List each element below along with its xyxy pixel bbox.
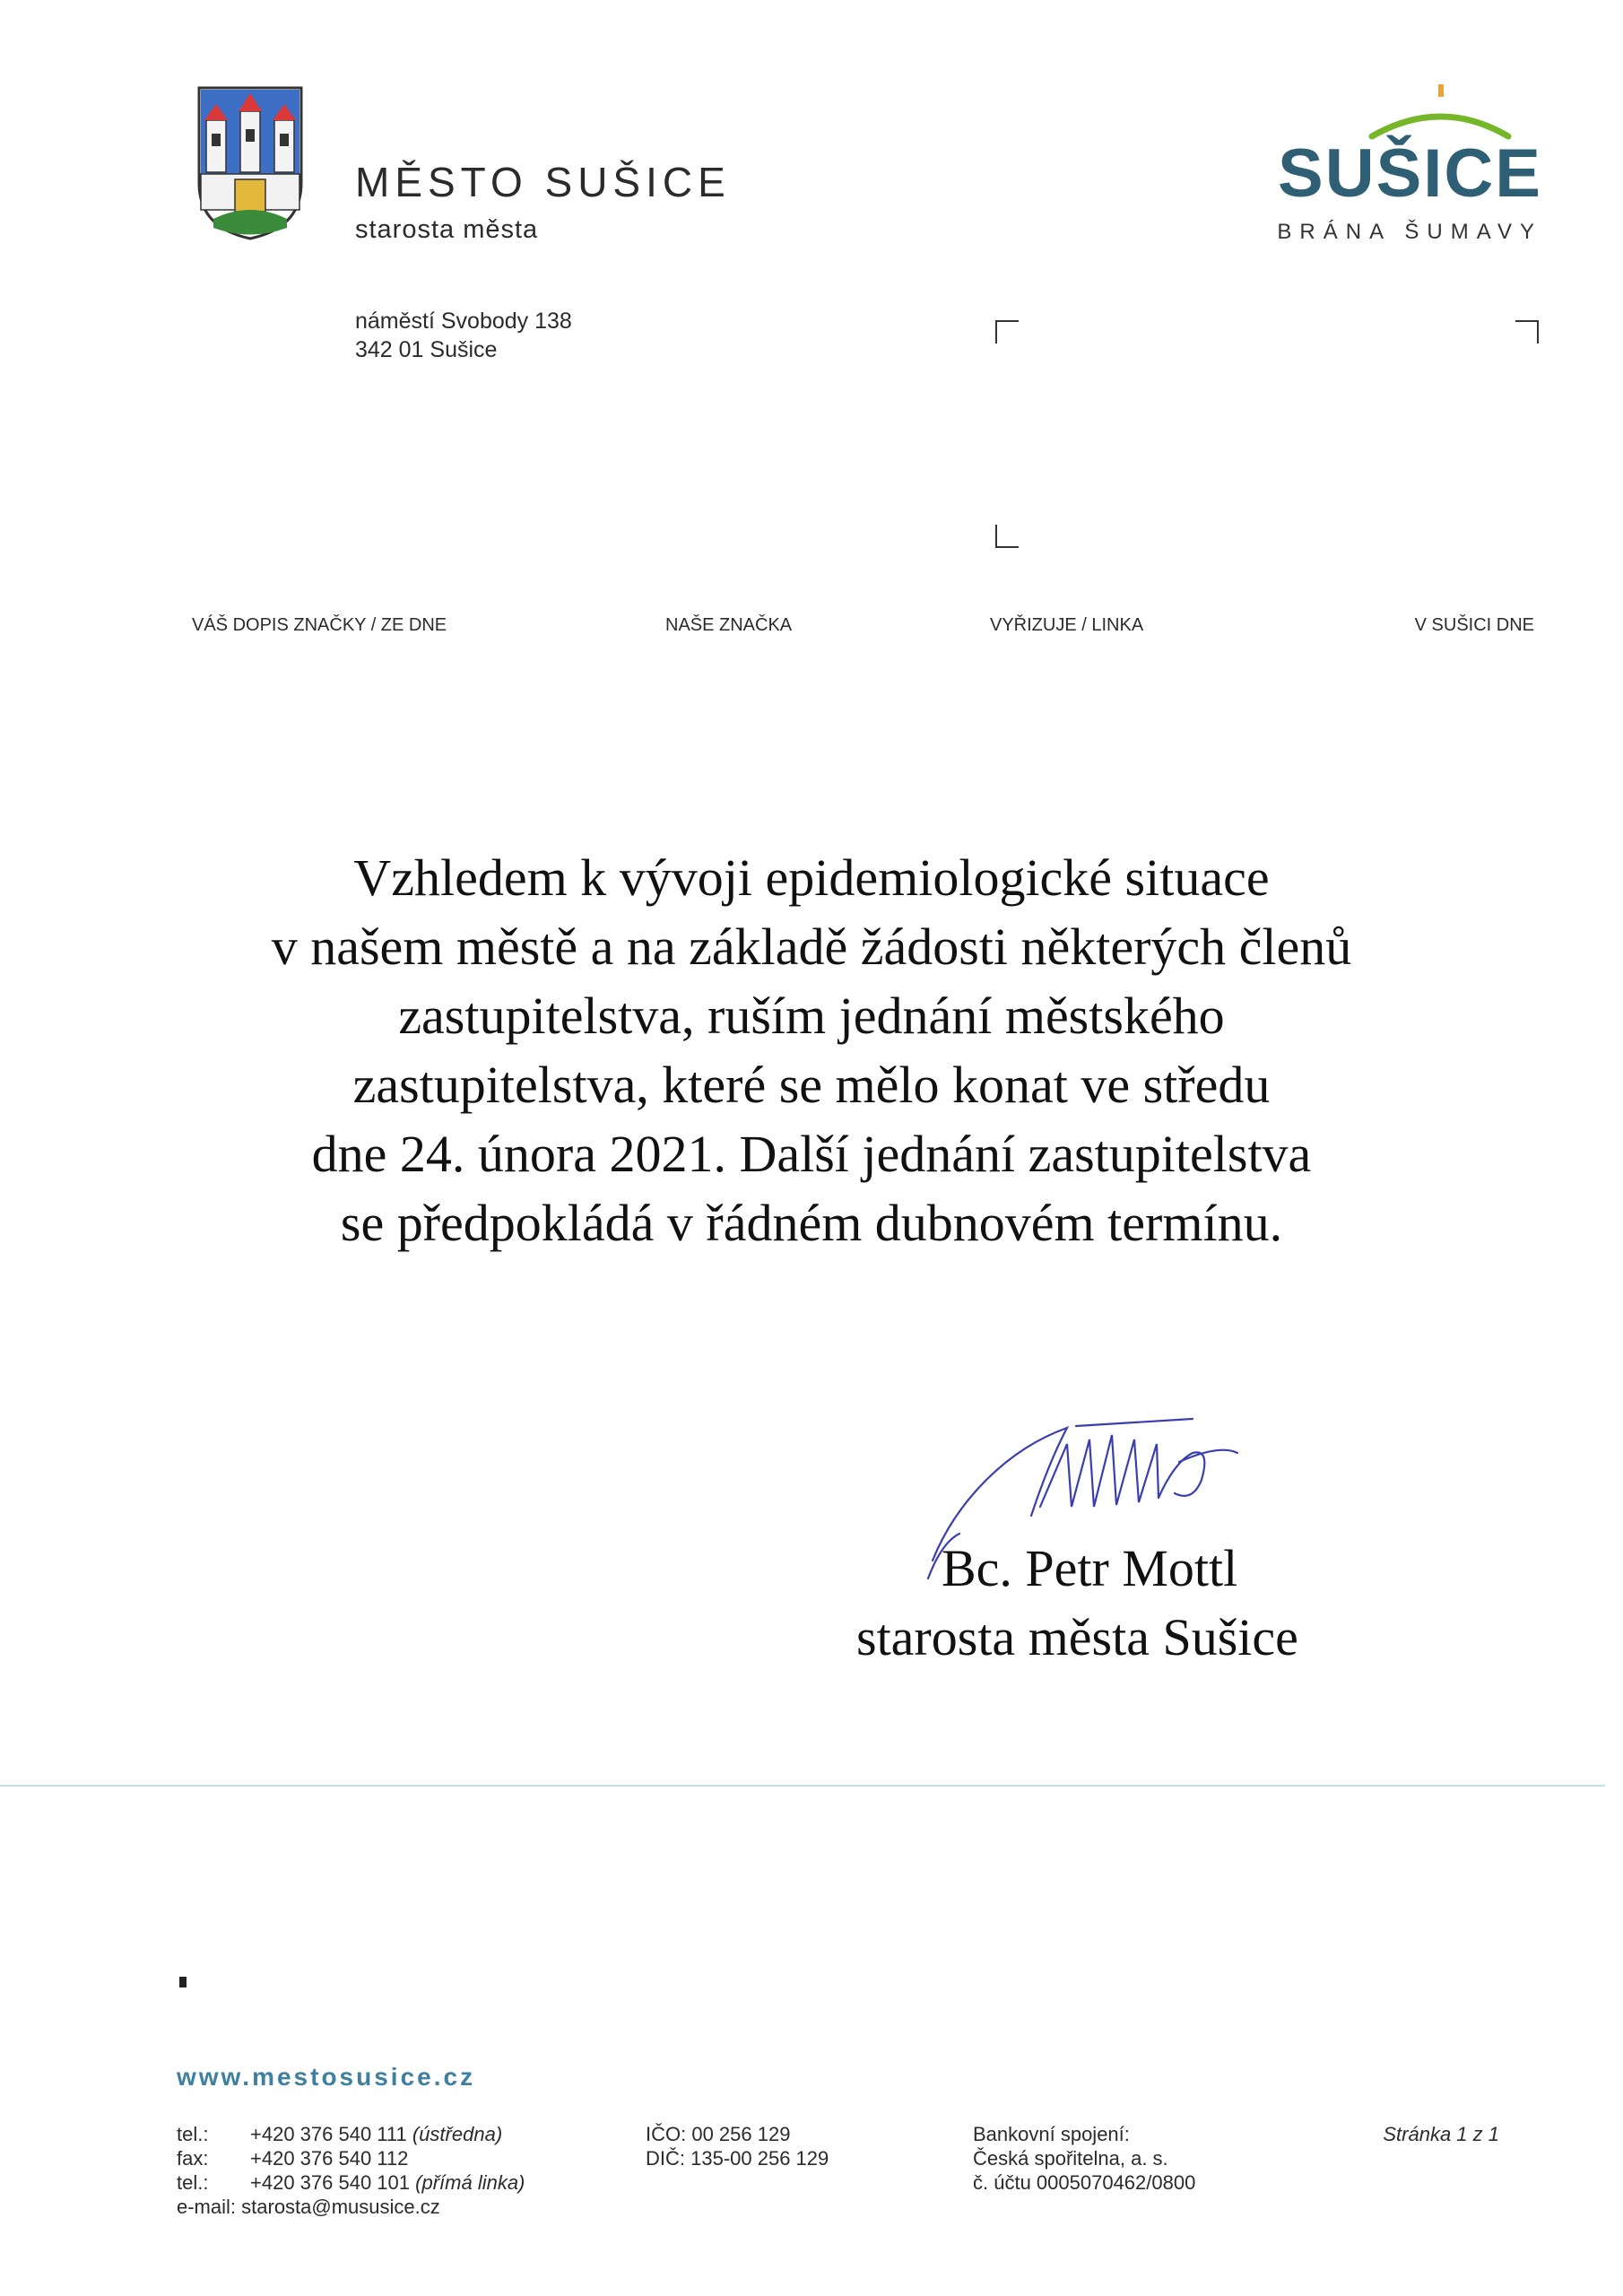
- bank-name: Česká spořitelna, a. s.: [973, 2147, 1168, 2170]
- ref-your-letter: VÁŠ DOPIS ZNAČKY / ZE DNE: [192, 615, 447, 635]
- coat-of-arms-logo: [195, 84, 305, 242]
- address-window-corner-bottom-left: [995, 525, 1019, 548]
- dic: DIČ: 135-00 256 129: [646, 2147, 829, 2170]
- page-number: Stránka 1 z 1: [1383, 2123, 1499, 2145]
- contact-email: [177, 2195, 525, 2219]
- body-line: se předpokládá v řádném dubnovém termínu.: [340, 1194, 1283, 1252]
- body-line: v našem městě a na základě žádosti některých členů: [271, 918, 1352, 976]
- body-line: zastupitelstva, ruším jednání městského: [398, 987, 1225, 1045]
- brand-tagline: BRÁNA ŠUMAVY: [1277, 220, 1542, 244]
- bank-account: č. účtu 0005070462/0800: [973, 2171, 1196, 2194]
- body-line: dne 24. února 2021. Další jednání zastupitelstva: [311, 1125, 1312, 1183]
- contact-label: tel.:: [177, 2123, 209, 2145]
- ref-handled-by: VYŘIZUJE / LINKA: [990, 615, 1144, 635]
- sender-address-street: náměstí Svobody 138: [355, 309, 572, 334]
- contact-value: +420 376 540 112: [250, 2147, 409, 2170]
- body-line: zastupitelstva, které se mělo konat ve středu: [352, 1056, 1271, 1114]
- letter-body: [143, 843, 1480, 1257]
- contact-tel-main: [177, 2122, 525, 2146]
- website-link[interactable]: www.mestosusice.cz: [177, 2063, 476, 2091]
- address-window-corner-top-left: [995, 320, 1019, 344]
- city-name: MĚSTO SUŠICE: [355, 159, 731, 205]
- contact-value: +420 376 540 101: [250, 2171, 411, 2194]
- sender-address-city: 342 01 Sušice: [355, 337, 498, 362]
- contact-note: (přímá linka): [415, 2171, 525, 2194]
- fold-mark: [179, 1977, 187, 1987]
- footer-contacts: [177, 2122, 525, 2219]
- ico: IČO: 00 256 129: [646, 2123, 791, 2145]
- contact-note: (ústředna): [412, 2123, 503, 2145]
- body-line: Vzhledem k vývoji epidemiologické situace: [353, 848, 1270, 907]
- ref-our-ref: NAŠE ZNAČKA: [665, 615, 793, 635]
- email-link[interactable]: starosta@mususice.cz: [241, 2196, 440, 2218]
- address-window-corner-top-right: [1515, 320, 1539, 344]
- contact-tel-direct: [177, 2170, 525, 2195]
- bank-label: Bankovní spojení:: [973, 2123, 1130, 2145]
- footer-ids: [646, 2122, 829, 2170]
- signer-title: starosta města Sušice: [856, 1608, 1298, 1666]
- contact-label: tel.:: [177, 2171, 209, 2194]
- city-subtitle: starosta města: [355, 215, 539, 244]
- contact-value: +420 376 540 111: [250, 2123, 407, 2145]
- footer-bank: [973, 2122, 1195, 2195]
- ref-date: V SUŠICI DNE: [1414, 615, 1534, 635]
- brand-wordmark: SUŠICE: [1278, 135, 1542, 212]
- footer-divider: [0, 1785, 1605, 1787]
- contact-fax: [177, 2146, 525, 2170]
- signer-name: Bc. Petr Mottl: [942, 1539, 1238, 1597]
- contact-label: e-mail:: [177, 2196, 237, 2218]
- contact-label: fax:: [177, 2147, 209, 2170]
